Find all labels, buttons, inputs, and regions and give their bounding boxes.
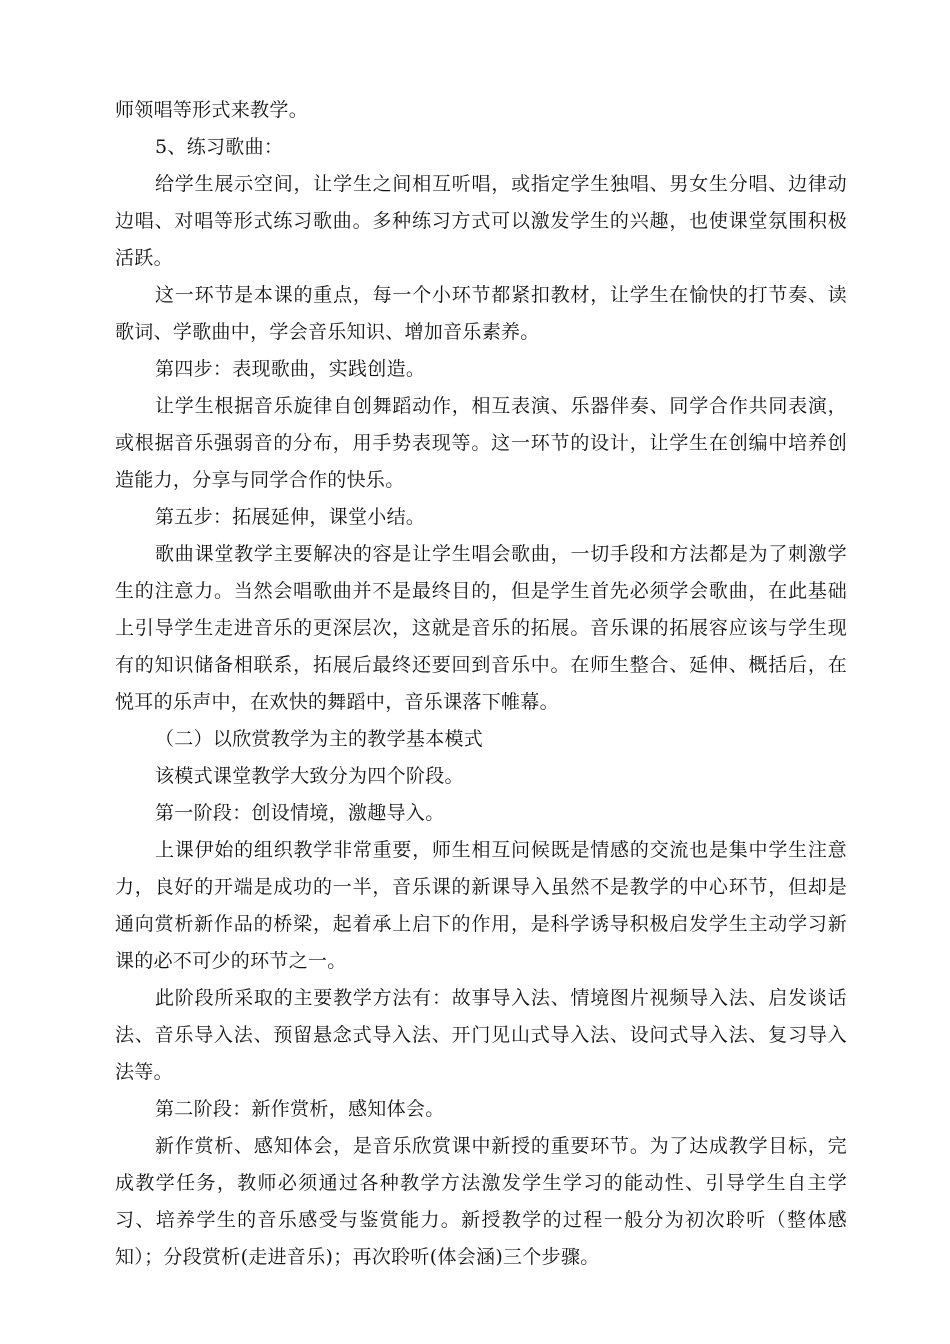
- paragraph: 该模式课堂教学大致分为四个阶段。: [155, 765, 464, 787]
- paragraph: 歌曲课堂教学主要解决的容是让学生唱会歌曲，一切手段和方法都是为了刺激学生的注意力。当然会唱歌曲并不是最终目的，但是学生首先必须学会歌曲，在此基础上引导学生走进音乐的更深层次，这就是音乐的拓展。音乐课的拓展容应该与学生现有的知识储备相联系，拓展后最终还要回到音乐中。在师生整合、延伸、概括后，在悦耳的乐声中，在欢快的舞蹈中，音乐课落下帷幕。: [115, 543, 847, 713]
- paragraph: 师领唱等形式来教学。: [115, 99, 309, 121]
- section-heading: 5、练习歌曲：: [155, 136, 284, 158]
- section-heading: （二）以欣赏教学为主的教学基本模式: [155, 728, 484, 750]
- paragraph: 让学生根据音乐旋律自创舞蹈动作，相互表演、乐器伴奏、同学合作共同表演，或根据音乐强弱音的分布，用手势表现等。这一环节的设计，让学生在创编中培养创造能力，分享与同学合作的快乐。: [115, 395, 847, 491]
- section-heading: 第四步：表现歌曲，实践创造。: [155, 358, 426, 380]
- section-heading: 第二阶段：新作赏析，感知体会。: [155, 1098, 445, 1120]
- section-heading: 第五步：拓展延伸，课堂小结。: [155, 506, 426, 528]
- paragraph: 上课伊始的组织教学非常重要，师生相互问候既是情感的交流也是集中学生注意力，良好的开端是成功的一半，音乐课的新课导入虽然不是教学的中心环节，但却是通向赏析新作品的桥梁，起着承上启下的作用，是科学诱导积极启发学生主动学习新课的必不可少的环节之一。: [115, 839, 847, 972]
- section-heading: 第一阶段：创设情境，激趣导入。: [155, 802, 445, 824]
- paragraph: 这一环节是本课的重点，每一个小环节都紧扣教材，让学生在愉快的打节奏、读歌词、学歌曲中，学会音乐知识、增加音乐素养。: [115, 284, 847, 343]
- paragraph: 给学生展示空间，让学生之间相互听唱，或指定学生独唱、男女生分唱、边律动边唱、对唱等形式练习歌曲。多种练习方式可以激发学生的兴趣，也使课堂氛围积极活跃。: [115, 173, 847, 269]
- paragraph: 此阶段所采取的主要教学方法有：故事导入法、情境图片视频导入法、启发谈话法、音乐导入法、预留悬念式导入法、开门见山式导入法、设问式导入法、复习导入法等。: [115, 987, 847, 1083]
- document-body: [115, 92, 847, 1276]
- paragraph: 新作赏析、感知体会，是音乐欣赏课中新授的重要环节。为了达成教学目标，完成教学任务，教师必须通过各种教学方法激发学生学习的能动性、引导学生自主学习、培养学生的音乐感受与鉴赏能力。新授教学的过程一般分为初次聆听（整体感知）；分段赏析(走进音乐)；再次聆听(体会涵)三个步骤。: [115, 1135, 847, 1268]
